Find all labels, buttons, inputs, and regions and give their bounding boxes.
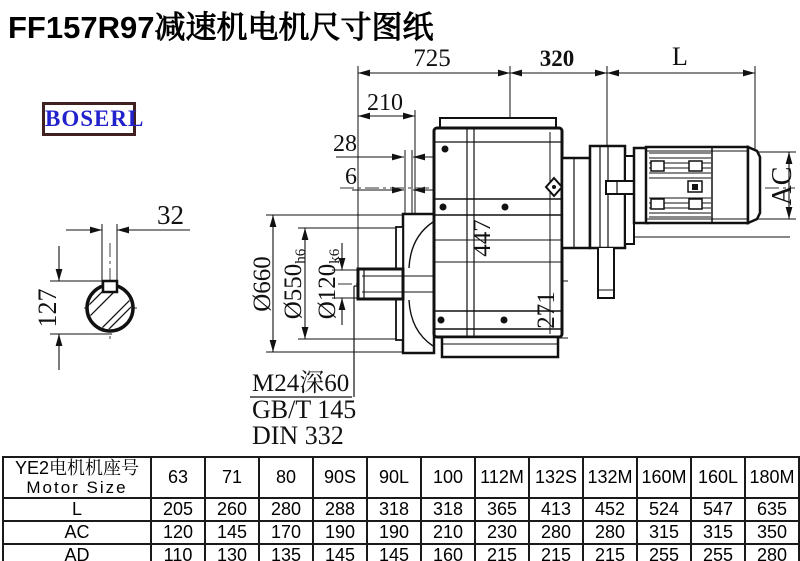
cell: 635 — [745, 498, 799, 521]
size-col: 63 — [151, 457, 205, 498]
cell: 350 — [745, 521, 799, 544]
row-label: AC — [3, 521, 151, 544]
cell: 145 — [205, 521, 259, 544]
row-label: L — [3, 498, 151, 521]
table-row-AC — [3, 521, 799, 544]
output-shaft-flange — [358, 214, 434, 353]
note-tap: M24深60 — [252, 370, 350, 397]
cell: 190 — [367, 521, 421, 544]
dim-120: Ø120k6 — [314, 248, 343, 320]
cell: 280 — [583, 521, 637, 544]
cell: 160 — [421, 544, 475, 561]
note-din: DIN 332 — [252, 421, 344, 450]
cell: 215 — [475, 544, 529, 561]
cell: 524 — [637, 498, 691, 521]
dim-447: 447 — [469, 219, 496, 257]
cell: 130 — [205, 544, 259, 561]
cell: 280 — [745, 544, 799, 561]
dim-127: 127 — [33, 288, 62, 328]
cell: 145 — [367, 544, 421, 561]
cell: 255 — [691, 544, 745, 561]
cell: 110 — [151, 544, 205, 561]
size-col: 160M — [637, 457, 691, 498]
dim-271: 271 — [533, 291, 560, 329]
cell: 365 — [475, 498, 529, 521]
dim-6: 6 — [345, 164, 357, 190]
cell: 135 — [259, 544, 313, 561]
dim-AC: AC — [767, 166, 798, 206]
table-row-L — [3, 498, 799, 521]
cell: 190 — [313, 521, 367, 544]
cell: 170 — [259, 521, 313, 544]
size-col: 132M — [583, 457, 637, 498]
cell: 255 — [637, 544, 691, 561]
cell: 280 — [529, 521, 583, 544]
cell: 215 — [529, 544, 583, 561]
dim-210: 210 — [367, 90, 403, 116]
dim-320: 320 — [539, 46, 575, 71]
size-col: 80 — [259, 457, 313, 498]
page-title: FF157R97减速机电机尺寸图纸 — [8, 10, 434, 45]
header-motor-size — [3, 457, 151, 498]
dim-32: 32 — [157, 200, 184, 230]
table-header-row — [3, 457, 799, 498]
header-cn: YE2电机机座号 — [14, 457, 140, 478]
cell: 145 — [313, 544, 367, 561]
boserl-logo: BOSERL — [42, 102, 136, 136]
dim-725: 725 — [413, 45, 451, 72]
cell: 205 — [151, 498, 205, 521]
size-col: 112M — [475, 457, 529, 498]
cell: 230 — [475, 521, 529, 544]
motor — [634, 147, 760, 223]
cell: 260 — [205, 498, 259, 521]
cell: 452 — [583, 498, 637, 521]
dim-L: L — [672, 45, 688, 71]
cell: 315 — [691, 521, 745, 544]
size-col: 160L — [691, 457, 745, 498]
cell: 315 — [637, 521, 691, 544]
size-col: 132S — [529, 457, 583, 498]
table-row-AD — [3, 544, 799, 561]
header-en: Motor Size — [26, 477, 128, 497]
cell: 318 — [421, 498, 475, 521]
cell: 120 — [151, 521, 205, 544]
size-col: 90S — [313, 457, 367, 498]
cell: 547 — [691, 498, 745, 521]
motor-size-table — [2, 456, 800, 561]
note-gb: GB/T 145 — [252, 395, 357, 424]
cell: 215 — [583, 544, 637, 561]
size-col: 71 — [205, 457, 259, 498]
dim-28: 28 — [333, 131, 357, 157]
dim-660: Ø660 — [249, 256, 276, 312]
technical-drawing — [0, 45, 800, 456]
dim-550: Ø550h6 — [280, 248, 309, 320]
row-label: AD — [3, 544, 151, 561]
cell: 318 — [367, 498, 421, 521]
size-col: 100 — [421, 457, 475, 498]
cell: 210 — [421, 521, 475, 544]
size-col: 90L — [367, 457, 421, 498]
cell: 413 — [529, 498, 583, 521]
cell: 280 — [259, 498, 313, 521]
cell: 288 — [313, 498, 367, 521]
size-col: 180M — [745, 457, 799, 498]
shaft-cross-section — [72, 278, 142, 346]
